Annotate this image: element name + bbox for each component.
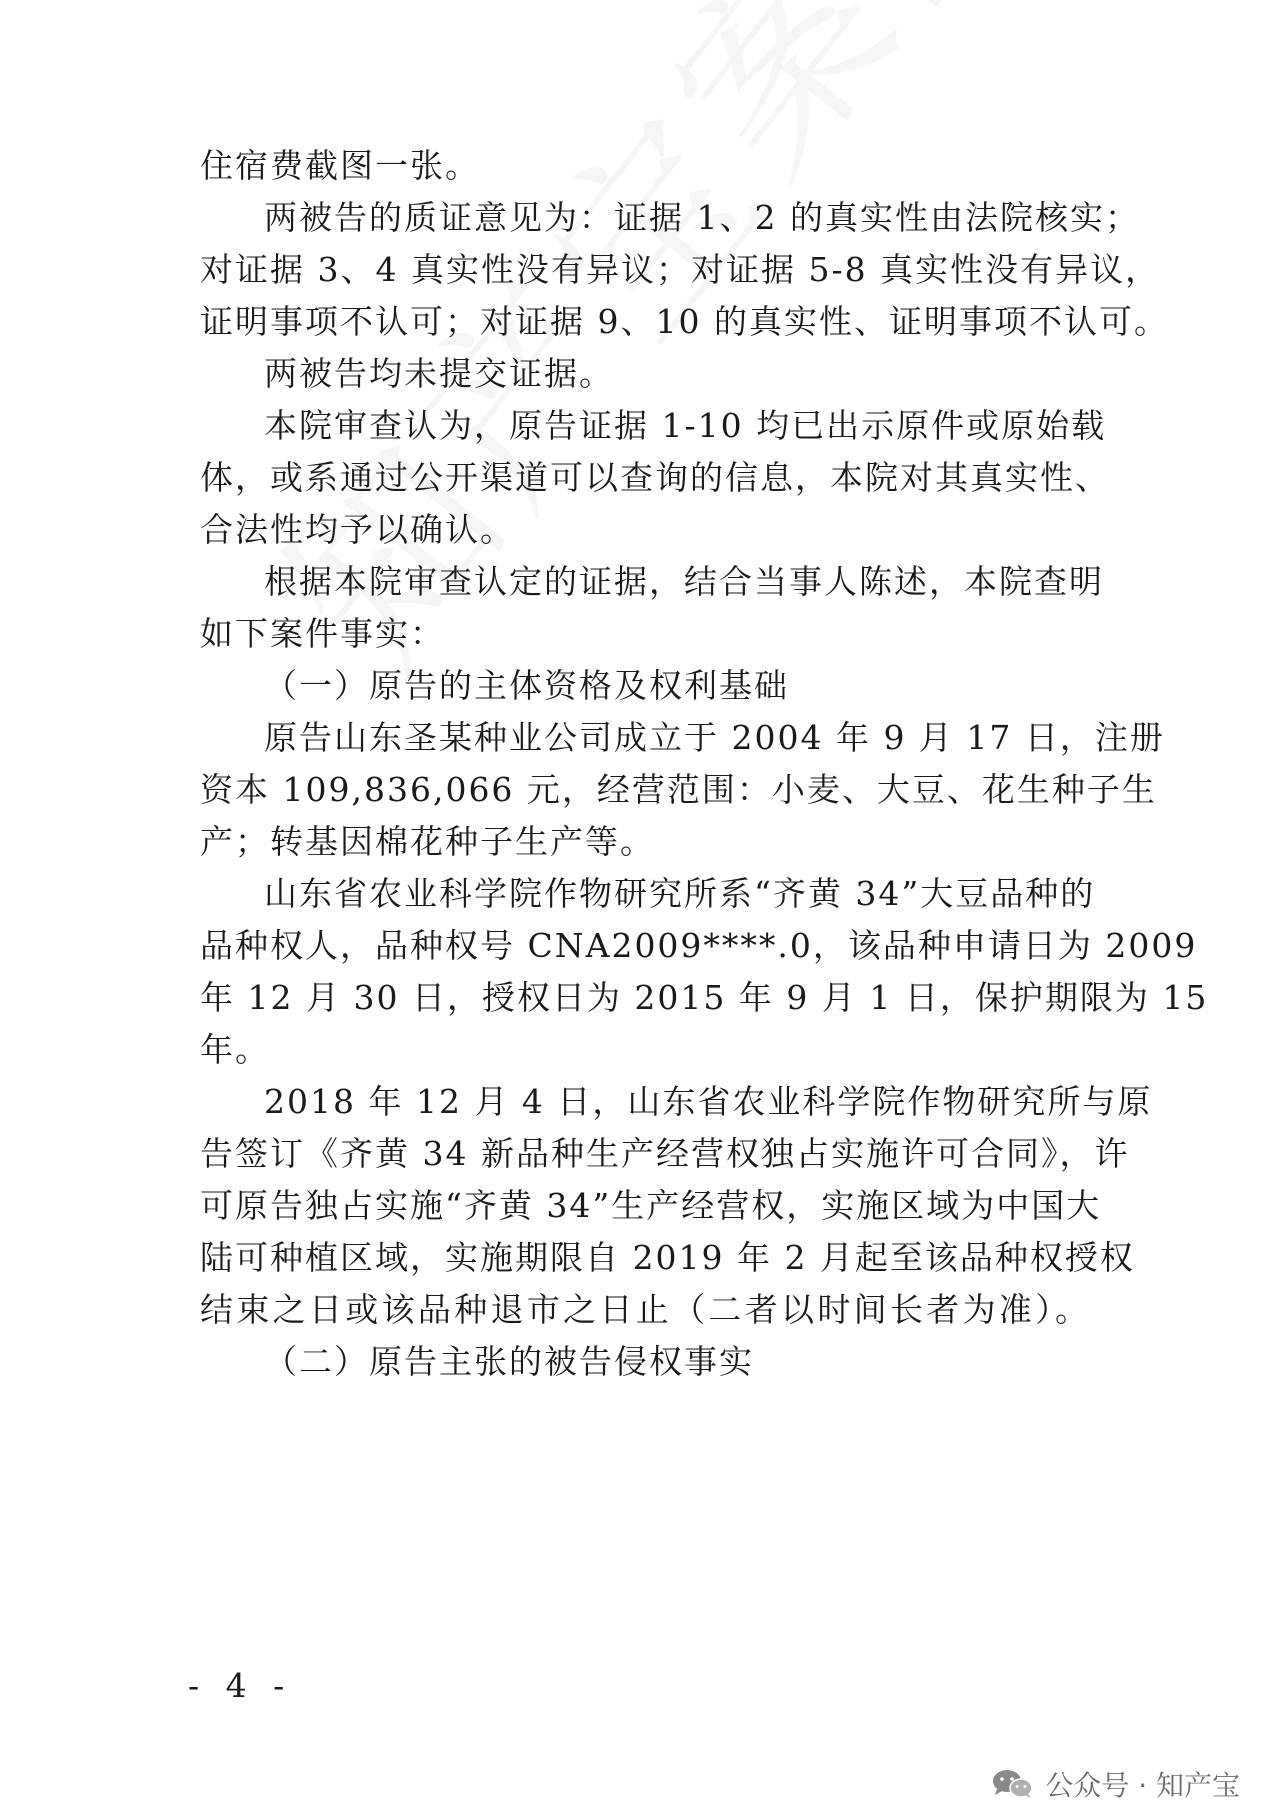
section-heading: （二）原告主张的被告侵权事实 [264, 1342, 754, 1381]
text-line: 2018 年 12 月 4 日，山东省农业科学院作物研究所与原 [264, 1082, 1153, 1121]
text-line: 证明事项不认可；对证据 9、10 的真实性、证明事项不认可。 [200, 302, 1169, 341]
text-line: 如下案件事实： [200, 614, 445, 653]
text-line: 告签订《齐黄 34 新品种生产经营权独占实施许可合同》，许 [200, 1134, 1130, 1173]
footer-source [991, 1768, 1240, 1800]
text-line: 本院审查认为，原告证据 1-10 均已出示原件或原始载 [264, 406, 1107, 445]
text-line: 陆可种植区域，实施期限自 2019 年 2 月起至该品种权授权 [200, 1238, 1135, 1277]
text-line: 体，或系通过公开渠道可以查询的信息，本院对其真实性、 [200, 458, 1110, 497]
text-line: 产；转基因棉花种子生产等。 [200, 822, 655, 861]
text-line: 两被告的质证意见为：证据 1、2 的真实性由法院核实； [264, 198, 1140, 237]
footer-text: 公众号 · 知产宝 [1045, 1769, 1240, 1802]
section-heading: （一）原告的主体资格及权利基础 [264, 666, 789, 705]
wechat-icon [991, 1768, 1035, 1800]
text-line: 年 12 月 30 日，授权日为 2015 年 9 月 1 日，保护期限为 15 [200, 978, 1209, 1017]
page-number: - 4 - [188, 1666, 293, 1705]
text-line: 年。 [200, 1030, 270, 1069]
text-line: 结束之日或该品种退市之日止（二者以时间长者为准）。 [200, 1290, 1090, 1329]
text-line: 品种权人，品种权号 CNA2009****.0，该品种申请日为 2009 [200, 926, 1198, 965]
text-line: 资本 109,836,066 元，经营范围：小麦、大豆、花生种子生 [200, 770, 1157, 809]
text-line: 根据本院审查认定的证据，结合当事人陈述，本院查明 [264, 562, 1104, 601]
text-line: 两被告均未提交证据。 [264, 354, 614, 393]
text-line: 合法性均予以确认。 [200, 510, 515, 549]
text-line: 对证据 3、4 真实性没有异议；对证据 5-8 真实性没有异议， [200, 250, 1161, 289]
text-line: 住宿费截图一张。 [200, 146, 480, 185]
text-line: 山东省农业科学院作物研究所系“齐黄 34”大豆品种的 [264, 874, 1096, 913]
text-line: 可原告独占实施“齐黄 34”生产经营权，实施区域为中国大 [200, 1186, 1102, 1225]
text-line: 原告山东圣某种业公司成立于 2004 年 9 月 17 日，注册 [264, 718, 1165, 757]
